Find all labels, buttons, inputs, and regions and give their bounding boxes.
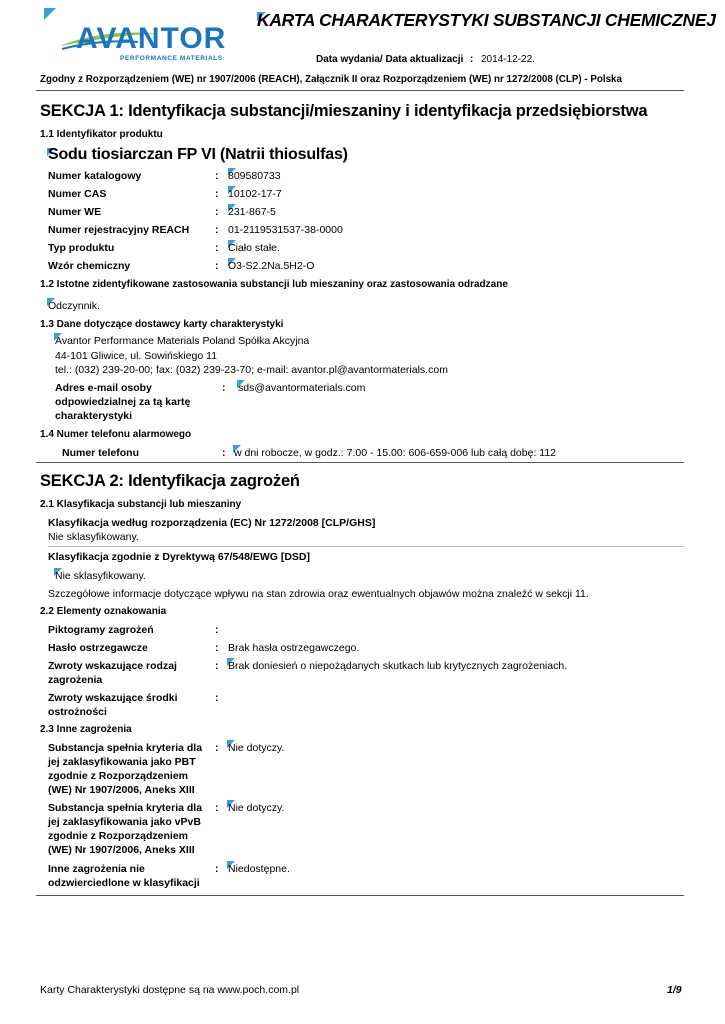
dsd-value: Nie sklasyfikowany. <box>55 570 146 582</box>
clp-value: Nie sklasyfikowany. <box>48 531 139 543</box>
clp-divider <box>48 546 684 547</box>
s11-heading: 1.1 Identyfikator produktu <box>40 129 163 140</box>
email-colon: : <box>222 382 226 394</box>
row-value: 10102-17-7 <box>228 188 282 200</box>
email-label-2: odpowiedzialnej za tą kartę <box>55 396 191 408</box>
zwroty-rodzaj-colon: : <box>215 660 219 672</box>
details-text: Szczegółowe informacje dotyczące wpływu na stan zdrowia oraz ewentualnych objawów można znaleźć w sekcji 11. <box>48 588 589 600</box>
vpvb-label-2: jej zaklasyfikowania jako vPvB <box>48 816 201 828</box>
section1-divider <box>36 462 684 463</box>
row-label: Wzór chemiczny <box>48 260 131 272</box>
supplier-line2: 44-101 Gliwice, ul. Sowińskiego 11 <box>55 350 218 362</box>
vpvb-colon: : <box>215 802 219 814</box>
section2-title: SEKCJA 2: Identyfikacja zagrożeń <box>40 472 300 490</box>
footer-text: Karty Charakterystyki dostępne są na www.poch.com.pl <box>40 984 300 996</box>
email-value: sds@avantormaterials.com <box>238 382 366 394</box>
row-value: Ciało stałe. <box>228 242 280 254</box>
zwroty-srodki-label-1: Zwroty wskazujące środki <box>48 692 178 704</box>
inne-label-1: Inne zagrożenia nie <box>48 863 145 875</box>
regulation-line: Zgodny z Rozporządzeniem (WE) nr 1907/2006 (REACH), Załącznik II oraz Rozporządzeniem (WE) nr 1272/2008 (CLP) - Polska <box>40 74 622 85</box>
vpvb-label-1: Substancja spełnia kryteria dla <box>48 802 203 814</box>
s22-heading: 2.2 Elementy oznakowania <box>40 606 167 617</box>
row-label: Numer rejestracyjny REACH <box>48 224 190 236</box>
pbt-colon: : <box>215 742 219 754</box>
row-label: Numer katalogowy <box>48 170 142 182</box>
logo-tagline: PERFORMANCE MATERIALS <box>120 55 223 62</box>
pbt-label-4: (WE) Nr 1907/2006, Aneks XIII <box>48 784 195 796</box>
haslo-colon: : <box>215 642 219 654</box>
inne-value: Niedostępne. <box>228 863 290 875</box>
corner-marker-icon <box>44 8 56 20</box>
inne-colon: : <box>215 863 219 875</box>
use-value: Odczynnik. <box>48 300 100 312</box>
vpvb-label-3: zgodnie z Rozporządzeniem <box>48 830 189 842</box>
zwroty-srodki-colon: : <box>215 692 219 704</box>
row-colon: : <box>215 242 219 254</box>
s13-heading: 1.3 Dane dotyczące dostawcy karty charakterystyki <box>40 319 284 330</box>
haslo-value: Brak hasła ostrzegawczego. <box>228 642 360 654</box>
row-value: O3-S2.2Na.5H2-O <box>228 260 315 272</box>
zwroty-rodzaj-value: Brak doniesień o niepożądanych skutkach lub krytycznych zagrożeniach. <box>228 660 568 672</box>
product-name: Sodu tiosiarczan FP VI (Natrii thiosulfas) <box>48 146 348 163</box>
dsd-label: Klasyfikacja zgodnie z Dyrektywą 67/548/EWG [DSD] <box>48 551 311 563</box>
row-value: 231-867-5 <box>228 206 276 218</box>
zwroty-srodki-label-2: ostrożności <box>48 706 107 718</box>
supplier-line3: tel.: (032) 239-20-00; fax: (032) 239-23-70; e-mail: avantor.pl@avantormaterials.com <box>55 364 448 376</box>
piktogramy-colon: : <box>215 624 219 636</box>
issue-date: 2014-12-22. <box>481 54 535 65</box>
row-label: Numer CAS <box>48 188 107 200</box>
avantor-logo <box>58 16 238 66</box>
pbt-label-1: Substancja spełnia kryteria dla <box>48 742 203 754</box>
phone-colon: : <box>222 447 226 459</box>
issue-label: Data wydania/ Data aktualizacji <box>316 54 464 65</box>
section1-title: SEKCJA 1: Identyfikacja substancji/mieszaniny i identyfikacja przedsiębiorstwa <box>40 102 648 120</box>
row-value: 01-2119531537-38-0000 <box>228 224 343 236</box>
zwroty-rodzaj-label-2: zagrożenia <box>48 674 103 686</box>
row-colon: : <box>215 224 219 236</box>
piktogramy-label: Piktogramy zagrożeń <box>48 624 154 636</box>
supplier-line1: Avantor Performance Materials Poland Spółka Akcyjna <box>55 335 310 347</box>
haslo-label: Hasło ostrzegawcze <box>48 642 148 654</box>
row-colon: : <box>215 206 219 218</box>
row-label: Numer WE <box>48 206 102 218</box>
vpvb-label-4: (WE) Nr 1907/2006, Aneks XIII <box>48 844 195 856</box>
s21-heading: 2.1 Klasyfikacja substancji lub mieszaniny <box>40 499 242 510</box>
phone-value: w dni robocze, w godz.: 7.00 - 15.00: 606-659-006 lub całą dobę: 112 <box>234 447 557 459</box>
document-title: KARTA CHARAKTERYSTYKI SUBSTANCJI CHEMICZNEJ <box>257 10 716 30</box>
page-number: 1/9 <box>667 984 682 996</box>
s23-heading: 2.3 Inne zagrożenia <box>40 724 132 735</box>
row-colon: : <box>215 260 219 272</box>
pbt-label-3: zgodnie z Rozporządzeniem <box>48 770 189 782</box>
logo-name: AVANTOR <box>76 22 227 55</box>
pbt-label-2: jej zaklasyfikowania jako PBT <box>48 756 196 768</box>
header-divider <box>36 90 684 91</box>
s14-heading: 1.4 Numer telefonu alarmowego <box>40 429 192 440</box>
row-colon: : <box>215 188 219 200</box>
section2-divider <box>36 895 684 896</box>
email-label-1: Adres e-mail osoby <box>55 382 152 394</box>
issue-colon: : <box>470 54 474 65</box>
row-value: 809580733 <box>228 170 281 182</box>
pbt-value: Nie dotyczy. <box>228 742 285 754</box>
phone-label: Numer telefonu <box>62 447 140 459</box>
row-label: Typ produktu <box>48 242 115 254</box>
row-colon: : <box>215 170 219 182</box>
vpvb-value: Nie dotyczy. <box>228 802 285 814</box>
email-label-3: charakterystyki <box>55 410 133 422</box>
s12-heading: 1.2 Istotne zidentyfikowane zastosowania substancji lub mieszaniny oraz zastosowania odradzane <box>40 279 508 290</box>
zwroty-rodzaj-label-1: Zwroty wskazujące rodzaj <box>48 660 177 672</box>
clp-label: Klasyfikacja według rozporządzenia (EC) Nr 1272/2008 [CLP/GHS] <box>48 517 376 529</box>
inne-label-2: odzwierciedlone w klasyfikacji <box>48 877 200 889</box>
